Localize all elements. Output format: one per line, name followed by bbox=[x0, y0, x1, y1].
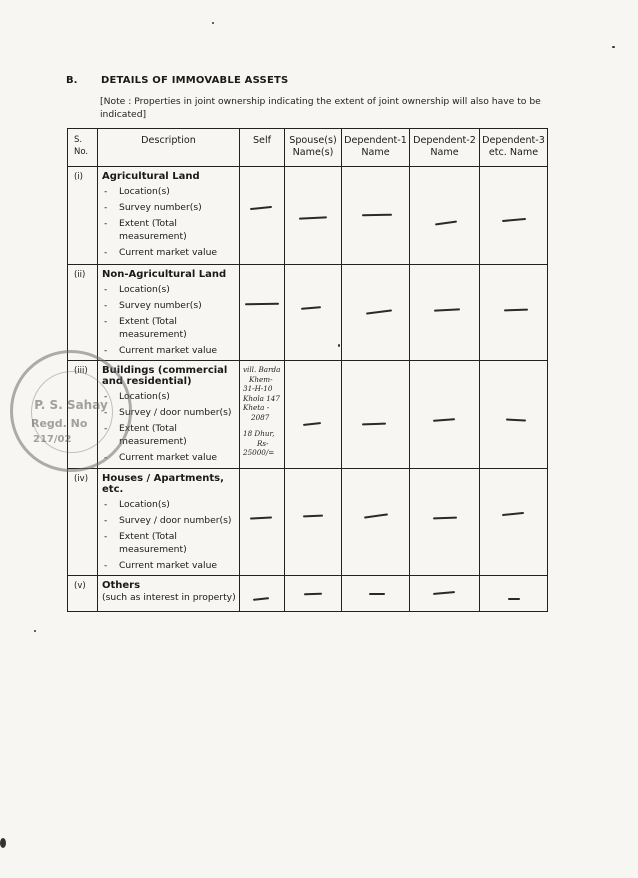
category-label: Agricultural Land bbox=[102, 171, 200, 182]
self-cell-handwritten bbox=[240, 361, 285, 469]
handwritten-line: 25000/= bbox=[243, 448, 275, 457]
category-label: Buildings (commercial and residential) bbox=[102, 365, 228, 387]
category-label: Houses / Apartments, etc. bbox=[102, 473, 224, 495]
immovable-assets-table bbox=[67, 128, 548, 612]
dependent-1-cell bbox=[342, 469, 410, 576]
nil-dash bbox=[505, 418, 525, 421]
dependent-2-cell bbox=[410, 361, 480, 469]
row-sno: (i) bbox=[68, 167, 98, 265]
notary-stamp bbox=[10, 350, 132, 472]
row-description bbox=[98, 167, 240, 265]
nil-dash bbox=[303, 515, 323, 517]
nil-dash bbox=[508, 598, 520, 600]
scan-speck bbox=[0, 838, 6, 848]
section-note: [Note : Properties in joint ownership indicating the extent of joint ownership will also have to be indicated] bbox=[100, 96, 541, 120]
nil-dash bbox=[250, 206, 272, 210]
scan-speck bbox=[34, 630, 36, 632]
handwritten-line: 2087 bbox=[251, 412, 270, 422]
field-label: - Location(s) bbox=[102, 185, 239, 198]
header-dependent-3: Dependent-3 etc. Name bbox=[480, 129, 548, 167]
table-row bbox=[68, 167, 548, 265]
nil-dash bbox=[361, 423, 385, 425]
nil-dash bbox=[433, 308, 459, 311]
dependent-1-cell bbox=[342, 265, 410, 361]
nil-dash bbox=[432, 517, 456, 519]
nil-dash bbox=[364, 513, 388, 518]
section-letter: B. bbox=[66, 75, 78, 86]
handwritten-line: Kheta - bbox=[243, 403, 270, 412]
row-sno: (ii) bbox=[68, 265, 98, 361]
dependent-3-cell bbox=[480, 167, 548, 265]
field-label: - Current market value bbox=[102, 246, 239, 259]
category-sublabel: (such as interest in property) bbox=[102, 592, 236, 603]
handwritten-line: 31-H-10 bbox=[243, 384, 273, 393]
field-label: - Location(s) bbox=[102, 283, 239, 296]
handwritten-line: 18 Dhur, bbox=[243, 429, 275, 438]
field-label: - Survey / door number(s) bbox=[102, 514, 239, 527]
table-row bbox=[68, 361, 548, 469]
field-label: - Location(s) bbox=[102, 498, 239, 511]
scan-speck bbox=[612, 46, 615, 48]
dependent-1-cell bbox=[342, 576, 410, 612]
dependent-2-cell bbox=[410, 469, 480, 576]
handwritten-line: Rs- bbox=[257, 438, 269, 448]
category-label: Non-Agricultural Land bbox=[102, 269, 227, 280]
field-label: - Extent (Total measurement) bbox=[102, 530, 239, 556]
nil-dash bbox=[501, 218, 525, 222]
dependent-1-cell bbox=[342, 361, 410, 469]
field-label: - Extent (Total measurement) bbox=[102, 422, 239, 448]
dependent-2-cell bbox=[410, 167, 480, 265]
self-cell bbox=[240, 469, 285, 576]
table-row bbox=[68, 469, 548, 576]
spouse-cell bbox=[285, 576, 342, 612]
header-dependent-1: Dependent-1 Name bbox=[342, 129, 410, 167]
self-cell bbox=[240, 576, 285, 612]
handwritten-entry bbox=[240, 361, 284, 458]
row-description bbox=[98, 576, 240, 612]
handwritten-line: Khem- bbox=[249, 374, 273, 384]
dependent-3-cell bbox=[480, 576, 548, 612]
row-sno: (iii) bbox=[68, 361, 98, 469]
nil-dash bbox=[253, 597, 269, 600]
table-row bbox=[68, 576, 548, 612]
nil-dash bbox=[304, 593, 322, 595]
nil-dash bbox=[503, 309, 527, 311]
field-label: - Survey number(s) bbox=[102, 201, 239, 214]
nil-dash bbox=[432, 418, 454, 421]
handwritten-line: Khola 147 bbox=[243, 393, 280, 403]
scan-speck bbox=[212, 22, 214, 24]
nil-dash bbox=[501, 512, 523, 516]
header-dependent-2: Dependent-2 Name bbox=[410, 129, 480, 167]
stamp-regd: Regd. No bbox=[31, 417, 88, 430]
field-label: - Extent (Total measurement) bbox=[102, 315, 239, 341]
header-spouse: Spouse(s) Name(s) bbox=[285, 129, 342, 167]
nil-dash bbox=[434, 220, 456, 225]
stamp-name: P. S. Sahay bbox=[34, 398, 108, 412]
spouse-cell bbox=[285, 361, 342, 469]
category-label: Others bbox=[102, 580, 141, 591]
nil-dash bbox=[301, 306, 321, 309]
row-sno: (iv) bbox=[68, 469, 98, 576]
self-cell bbox=[240, 167, 285, 265]
spouse-cell bbox=[285, 265, 342, 361]
nil-dash bbox=[432, 591, 454, 595]
table-header-row bbox=[68, 129, 548, 167]
field-label: - Location(s) bbox=[102, 390, 239, 403]
field-label: - Survey / door number(s) bbox=[102, 406, 239, 419]
nil-dash bbox=[299, 216, 327, 219]
header-description: Description bbox=[98, 129, 240, 167]
header-self: Self bbox=[240, 129, 285, 167]
dependent-2-cell bbox=[410, 576, 480, 612]
stamp-number: 217/02 bbox=[33, 434, 72, 445]
field-label: - Extent (Total measurement) bbox=[102, 217, 239, 243]
nil-dash bbox=[361, 214, 391, 216]
field-label: - Current market value bbox=[102, 344, 239, 357]
nil-dash bbox=[303, 422, 321, 425]
row-sno: (v) bbox=[68, 576, 98, 612]
table-row bbox=[68, 265, 548, 361]
field-label: - Current market value bbox=[102, 559, 239, 572]
dependent-3-cell bbox=[480, 265, 548, 361]
row-description bbox=[98, 265, 240, 361]
dependent-2-cell bbox=[410, 265, 480, 361]
handwritten-line: vill. Barda bbox=[243, 365, 281, 374]
nil-dash bbox=[250, 516, 272, 519]
spouse-cell bbox=[285, 469, 342, 576]
nil-dash bbox=[365, 309, 391, 314]
field-label: - Survey number(s) bbox=[102, 299, 239, 312]
section-title: DETAILS OF IMMOVABLE ASSETS bbox=[101, 75, 289, 86]
nil-dash bbox=[245, 303, 279, 305]
row-description bbox=[98, 469, 240, 576]
dependent-1-cell bbox=[342, 167, 410, 265]
scan-speck bbox=[338, 344, 340, 347]
self-cell bbox=[240, 265, 285, 361]
header-sno: S. No. bbox=[68, 129, 98, 167]
spouse-cell bbox=[285, 167, 342, 265]
field-label: - Current market value bbox=[102, 451, 239, 464]
dependent-3-cell bbox=[480, 469, 548, 576]
nil-dash bbox=[369, 593, 385, 595]
dependent-3-cell bbox=[480, 361, 548, 469]
